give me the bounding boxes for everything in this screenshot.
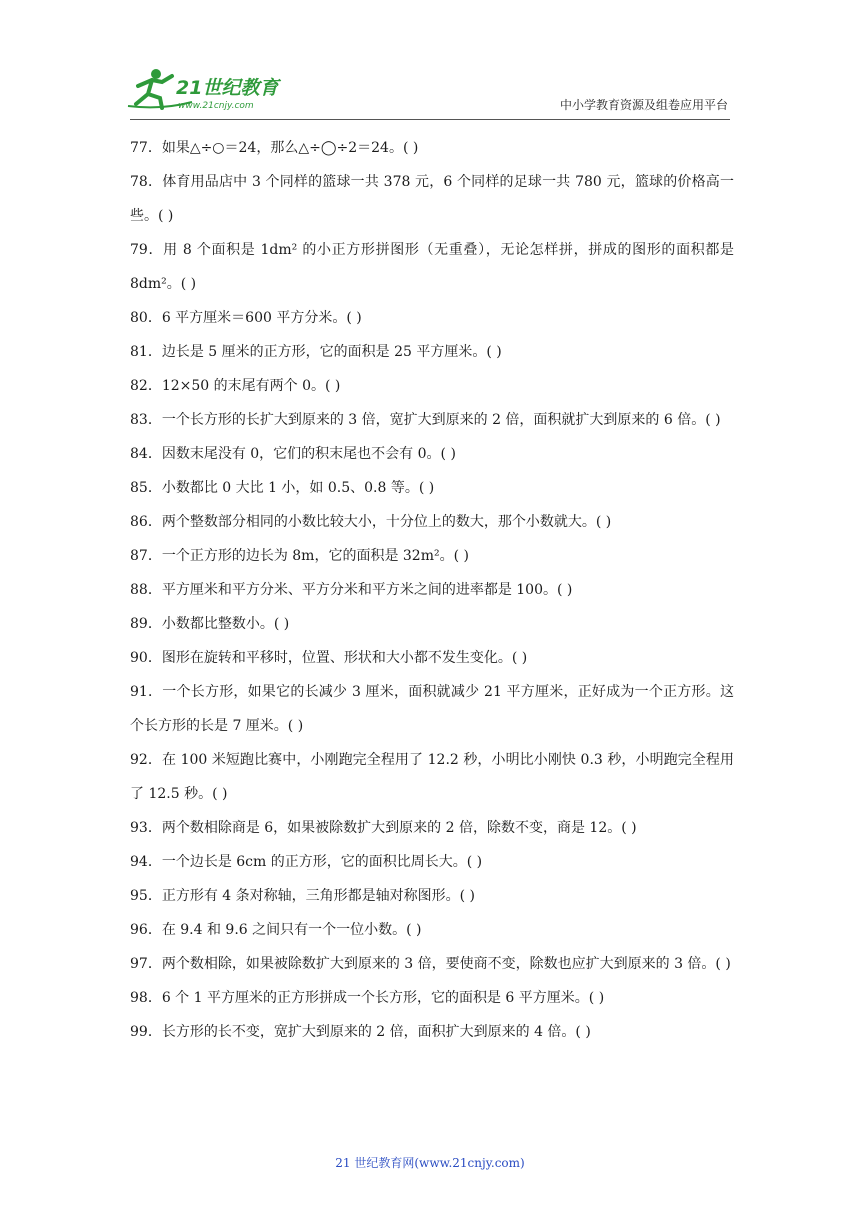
question-89: 89．小数都比整数小。( )	[130, 616, 290, 632]
question-83: 83．一个长方形的长扩大到原来的 3 倍，宽扩大到原来的 2 倍，面积就扩大到原来的 6 倍。( )	[130, 412, 721, 428]
question-97: 97．两个数相除，如果被除数扩大到原来的 3 倍，要使商不变，除数也应扩大到原来的 3 倍。( )	[130, 956, 731, 972]
question-78: 78．体育用品店中 3 个同样的篮球一共 378 元，6 个同样的足球一共 780 元，篮球的价格高一些。( )	[130, 174, 734, 224]
header-platform-text: 中小学教育资源及组卷应用平台	[559, 98, 728, 112]
question-90: 90．图形在旋转和平移时，位置、形状和大小都不发生变化。( )	[130, 650, 528, 666]
runner-logo-icon	[122, 66, 292, 114]
question-95: 95．正方形有 4 条对称轴，三角形都是轴对称图形。( )	[130, 888, 475, 904]
question-99: 99．长方形的长不变，宽扩大到原来的 2 倍，面积扩大到原来的 4 倍。( )	[130, 1024, 591, 1040]
site-logo	[122, 66, 292, 114]
question-77: 77．如果△÷○＝24，那么△÷◯÷2＝24。( )	[130, 140, 419, 156]
svg-text:21世纪教育: 21世纪教育	[176, 77, 279, 99]
question-82: 82．12×50 的末尾有两个 0。( )	[130, 378, 341, 394]
question-87: 87．一个正方形的边长为 8m，它的面积是 32m²。( )	[130, 548, 469, 564]
question-91: 91．一个长方形，如果它的长减少 3 厘米，面积就减少 21 平方厘米，正好成为一个正方形。这个长方形的长是 7 厘米。( )	[130, 684, 734, 734]
header-divider	[130, 119, 730, 120]
question-79: 79．用 8 个面积是 1dm² 的小正方形拼图形（无重叠），无论怎样拼，拼成的图形的面积都是 8dm²。( )	[130, 242, 734, 292]
svg-text:www.21cnjy.com: www.21cnjy.com	[178, 101, 254, 111]
question-85: 85．小数都比 0 大比 1 小，如 0.5、0.8 等。( )	[130, 480, 435, 496]
footer-link[interactable]: 21 世纪教育网(www.21cnjy.com)	[335, 1156, 525, 1170]
question-81: 81．边长是 5 厘米的正方形，它的面积是 25 平方厘米。( )	[130, 344, 502, 360]
question-94: 94．一个边长是 6cm 的正方形，它的面积比周长大。( )	[130, 854, 483, 870]
question-93: 93．两个数相除商是 6，如果被除数扩大到原来的 2 倍，除数不变，商是 12。( )	[130, 820, 637, 836]
page-header	[0, 0, 860, 120]
question-96: 96．在 9.4 和 9.6 之间只有一个一位小数。( )	[130, 922, 422, 938]
question-88: 88．平方厘米和平方分米、平方分米和平方米之间的进率都是 100。( )	[130, 582, 573, 598]
question-list	[130, 131, 734, 1049]
question-92: 92．在 100 米短跑比赛中，小刚跑完全程用了 12.2 秒，小明比小刚快 0.3 秒，小明跑完全程用了 12.5 秒。( )	[130, 752, 734, 802]
question-86: 86．两个整数部分相同的小数比较大小，十分位上的数大，那个小数就大。( )	[130, 514, 612, 530]
question-84: 84．因数末尾没有 0，它们的积末尾也不会有 0。( )	[130, 446, 456, 462]
question-98: 98．6 个 1 平方厘米的正方形拼成一个长方形，它的面积是 6 平方厘米。( )	[130, 990, 605, 1006]
question-80: 80．6 平方厘米＝600 平方分米。( )	[130, 310, 362, 326]
